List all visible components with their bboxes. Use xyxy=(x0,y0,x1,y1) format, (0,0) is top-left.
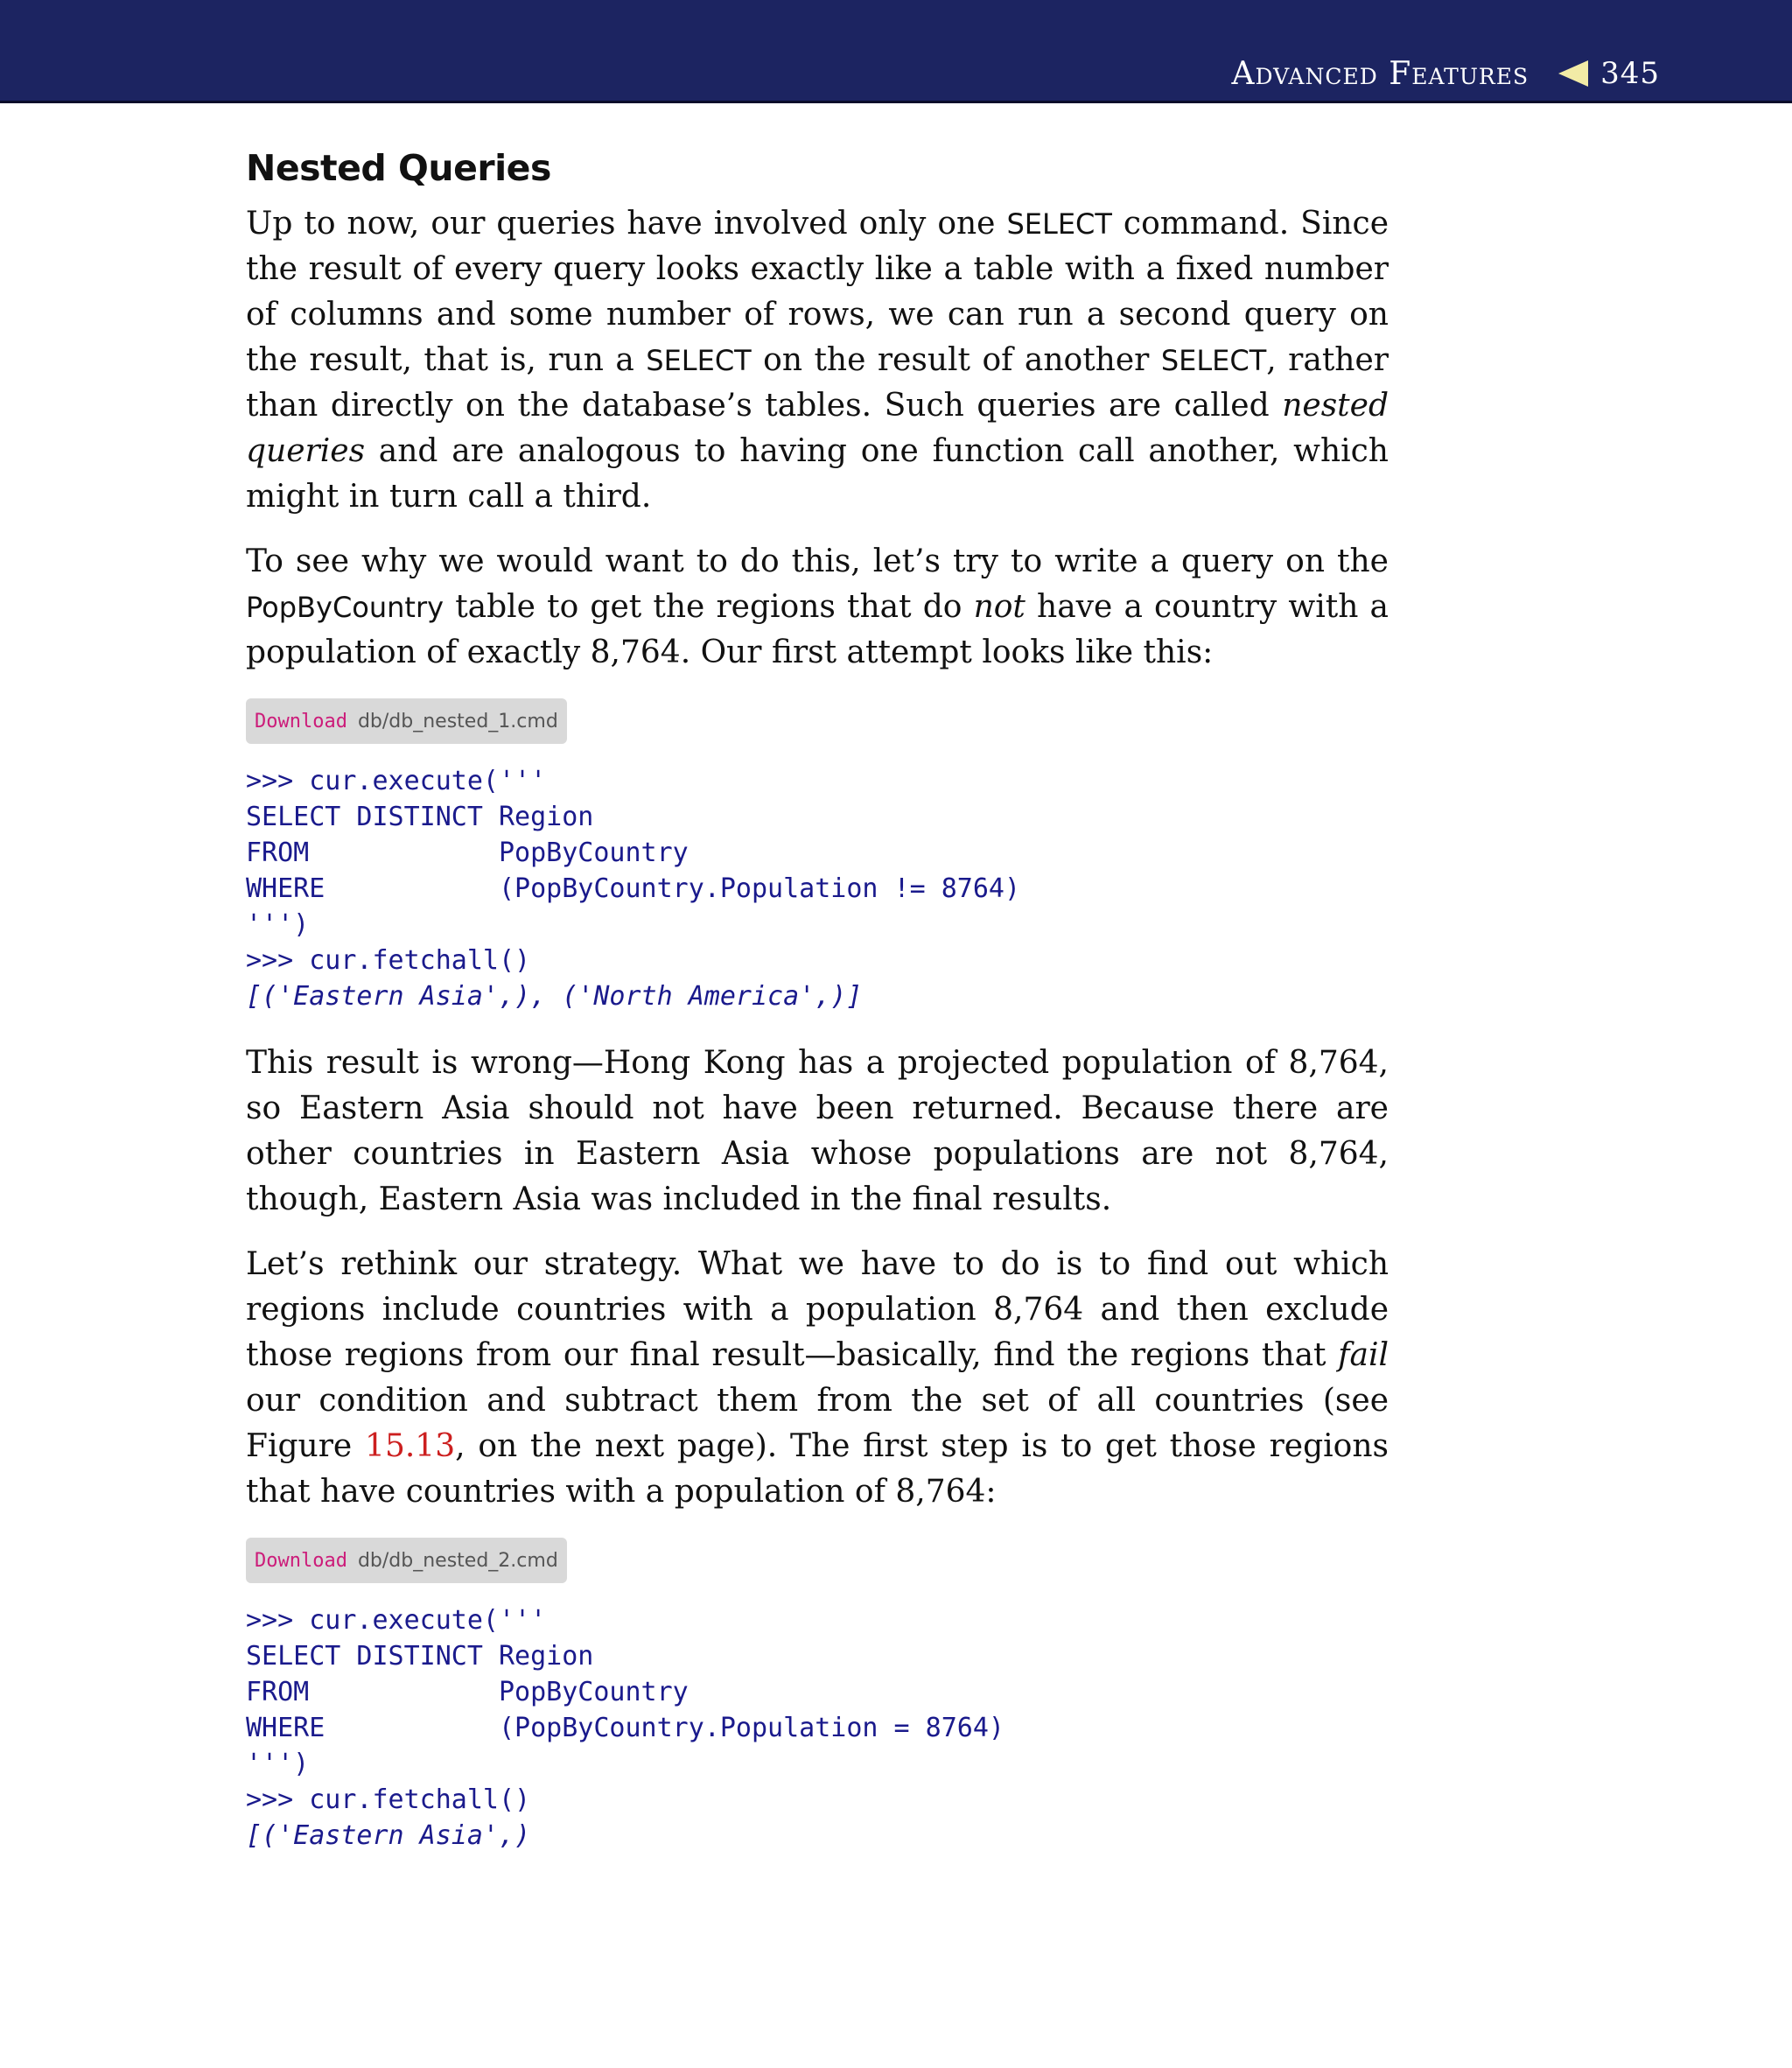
code-line: WHERE (PopByCountry.Population != 8764) xyxy=(246,873,1021,904)
code-line: >>> cur.fetchall() xyxy=(246,1784,531,1815)
download-path: db/db_nested_2.cmd xyxy=(357,1549,558,1572)
code-output-line: [('Eastern Asia',), ('North America',)] xyxy=(246,981,863,1012)
paragraph-intro xyxy=(246,201,1389,520)
figure-link[interactable]: 15.13 xyxy=(365,1428,456,1464)
keyword-select: SELECT xyxy=(1006,207,1112,241)
text-run: Up to now, our queries have involved only one xyxy=(246,206,1007,242)
text-run: our condition and subtract them from the set of all countries (see Figure xyxy=(246,1383,1389,1464)
text-run: Let’s rethink our strategy. What we have to do is to find out which regions include countries with a population 8,764 and then exclude those regions from our final result—basically, find the regions that xyxy=(246,1246,1389,1373)
text-run: table to get the regions that do xyxy=(444,589,974,625)
text-run: To see why we would want to do this, let’s try to write a query on the xyxy=(246,543,1389,579)
download-tag[interactable] xyxy=(246,698,567,744)
code-line: >>> cur.execute(''' xyxy=(246,1605,547,1636)
code-output-line: [('Eastern Asia',) xyxy=(246,1820,531,1851)
text-run: , on the next page). The first step is to get those regions that have countries with a population of 8,764: xyxy=(246,1428,1389,1510)
code-block xyxy=(246,1602,1389,1854)
page-number: 345 xyxy=(1600,56,1660,91)
text-run: , rather than directly on the database’s tables. Such queries are called xyxy=(246,342,1389,424)
back-arrow-icon xyxy=(1558,60,1588,87)
code-line: >>> cur.execute(''' xyxy=(246,766,547,796)
keyword-select: SELECT xyxy=(646,344,752,377)
text-run: command. Since the result of every query looks exactly like a table with a fixed number of columns and some number of rows, we can run a second query on the result, that is, run a xyxy=(246,206,1389,378)
paragraph-motivation xyxy=(246,539,1389,676)
emphasis-term: nested queries xyxy=(246,388,1389,469)
section-title: Nested Queries xyxy=(246,147,551,189)
code-block xyxy=(246,763,1389,1014)
code-line: WHERE (PopByCountry.Population = 8764) xyxy=(246,1713,1004,1743)
download-link[interactable]: Download xyxy=(255,710,347,733)
code-line: FROM PopByCountry xyxy=(246,838,689,868)
code-line: FROM PopByCountry xyxy=(246,1677,689,1707)
emphasis-term: fail xyxy=(1338,1337,1389,1373)
code-line: SELECT DISTINCT Region xyxy=(246,1641,594,1672)
page-header xyxy=(0,0,1792,103)
keyword-select: SELECT xyxy=(1160,344,1267,377)
page-body xyxy=(246,147,1389,1880)
table-name: PopByCountry xyxy=(246,591,444,624)
download-tag[interactable] xyxy=(246,1538,567,1583)
code-line: ''') xyxy=(246,1749,310,1779)
emphasis-term: not xyxy=(973,589,1026,625)
download-link[interactable]: Download xyxy=(255,1549,347,1572)
code-line: ''') xyxy=(246,909,310,940)
code-line: >>> cur.fetchall() xyxy=(246,945,531,976)
code-line: SELECT DISTINCT Region xyxy=(246,802,594,832)
running-head xyxy=(1231,53,1660,95)
paragraph-result-wrong: This result is wrong—Hong Kong has a projected population of 8,764, so Eastern Asia should not have been returned. Because there are other countries in Eastern Asia whose populations are not 8,764, though, Eastern Asia was included in the final results. xyxy=(246,1045,1389,1217)
text-run: and are analogous to having one function call another, which might in turn call a third. xyxy=(246,433,1389,515)
text-run: have a country with a population of exactly 8,764. Our first attempt looks like this: xyxy=(246,589,1389,670)
download-path: db/db_nested_1.cmd xyxy=(357,710,558,733)
text-run: on the result of another xyxy=(751,342,1161,378)
chapter-title: Advanced Features xyxy=(1231,55,1530,92)
paragraph-strategy xyxy=(246,1242,1389,1515)
